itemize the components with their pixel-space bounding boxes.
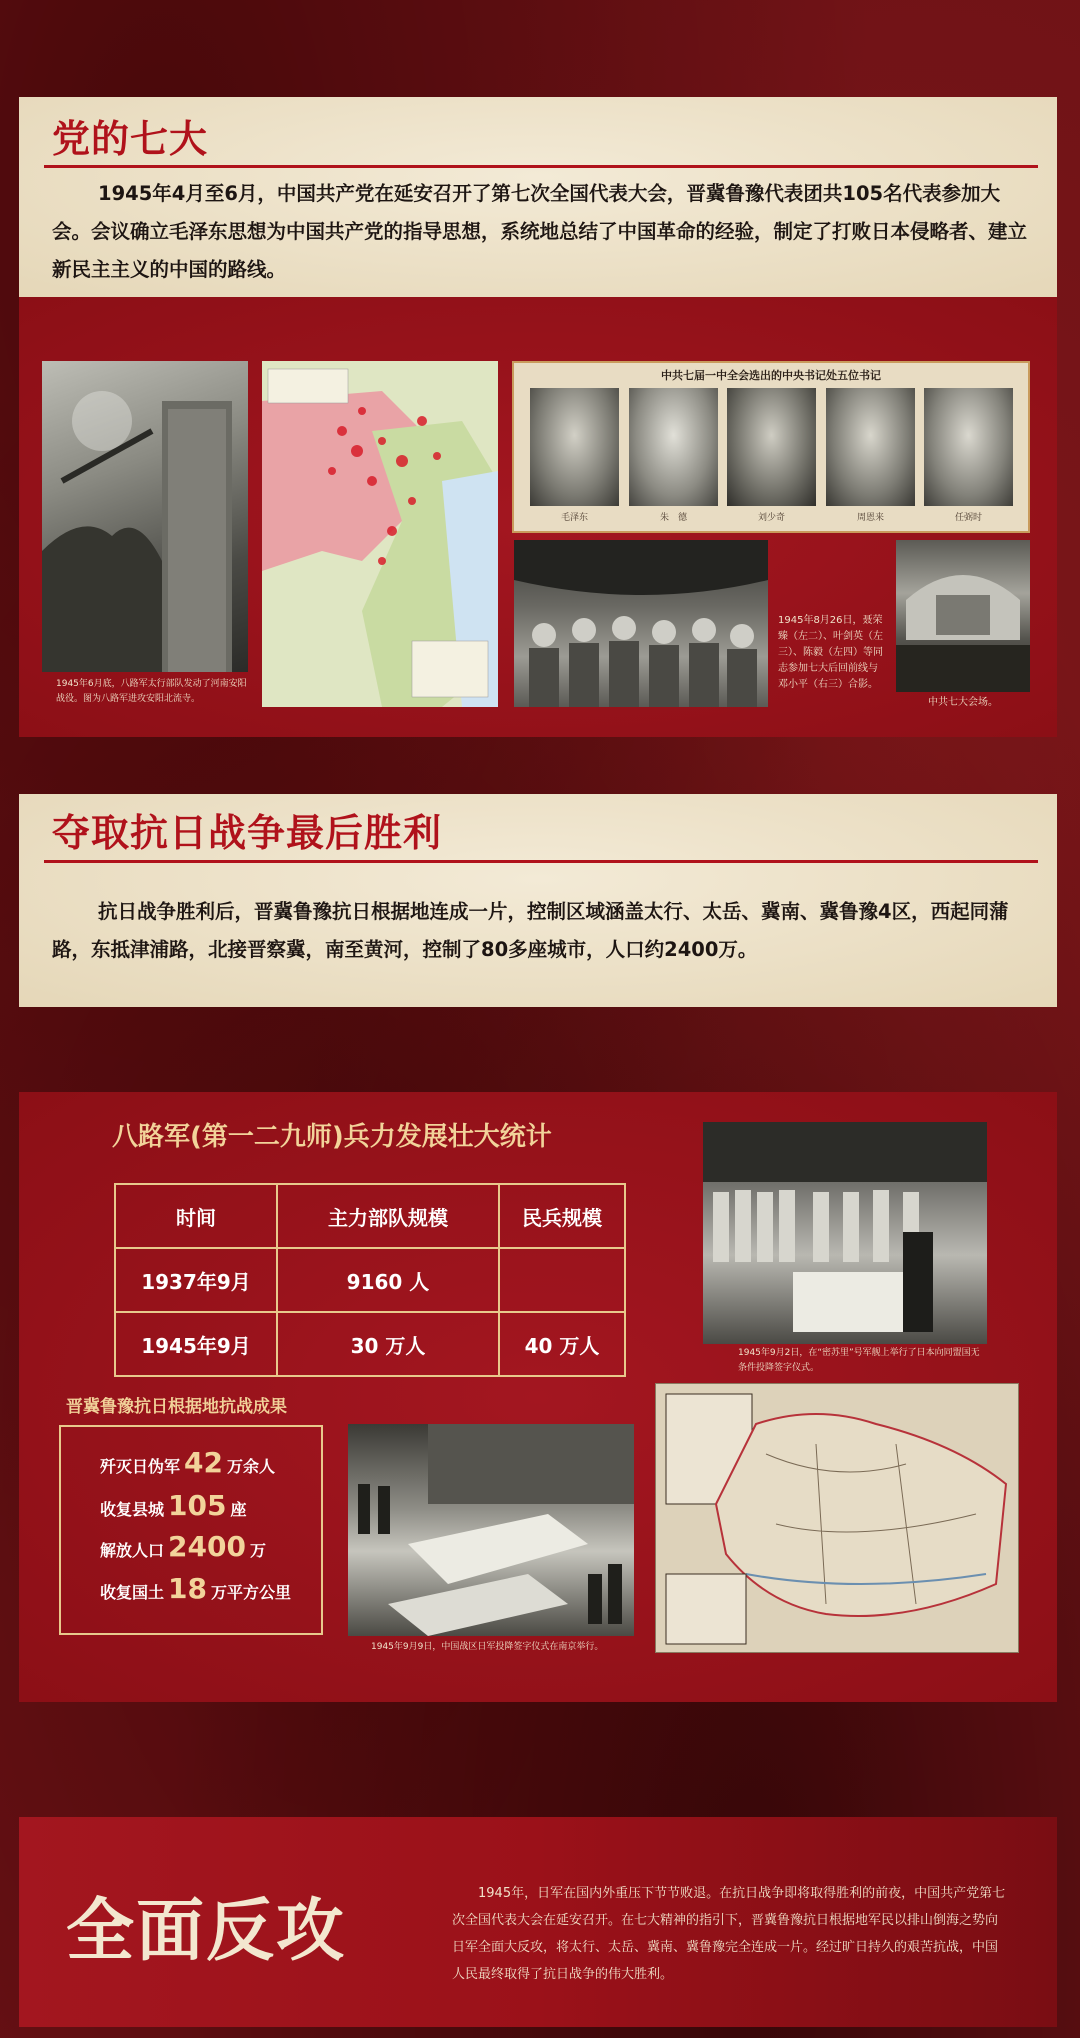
achievement-post: 万	[249, 1541, 266, 1560]
portrait-liu	[727, 388, 816, 506]
portrait-zhou	[826, 388, 915, 506]
achievement-num: 105	[168, 1489, 227, 1522]
section1-title: 党的七大	[52, 117, 209, 161]
nanjing-photo-art	[348, 1424, 634, 1636]
section4-title: 全面反攻	[66, 1891, 347, 1971]
congress-hall-art	[896, 540, 1030, 692]
achievement-num: 2400	[168, 1530, 246, 1563]
table-header-cell: 民兵规模	[499, 1184, 625, 1248]
achievement-item	[100, 1489, 246, 1522]
table-cell: 1945年9月	[115, 1312, 277, 1376]
portrait-name-4: 周恩来	[856, 513, 884, 523]
achievement-post: 万余人	[226, 1457, 275, 1476]
portrait-name-2: 朱 德	[659, 513, 687, 523]
portrait-ren	[924, 388, 1013, 506]
section2-title-rule	[44, 860, 1038, 863]
surrender-photo-caption: 1945年9月2日，在“密苏里”号军舰上举行了日本向同盟国无条件投降签字仪式。	[738, 1348, 980, 1373]
table-cell: 1937年9月	[115, 1248, 277, 1312]
table-cell	[499, 1248, 625, 1312]
table-header-cell: 主力部队规模	[277, 1184, 499, 1248]
portrait-name-1: 毛泽东	[560, 513, 588, 523]
surrender-photo-art	[703, 1122, 987, 1344]
achievement-num: 42	[184, 1446, 223, 1479]
battle-photo-art	[42, 361, 248, 672]
battle-photo-caption: 1945年6月底，八路军太行部队发动了河南安阳战役。图为八路军进攻安阳北流寺。	[56, 679, 247, 704]
table-header-cell: 时间	[115, 1184, 277, 1248]
achievement-pre: 收复县城	[100, 1500, 165, 1519]
section2-paragraph: 抗日战争胜利后，晋冀鲁豫抗日根据地连成一片，控制区域涵盖太行、太岳、冀南、冀鲁豫4区，西起同蒲路，东抵津浦路，北接晋察冀，南至黄河，控制了80多座城市，人口约2400万。	[52, 900, 1009, 961]
section1-title-rule	[44, 165, 1038, 168]
achievements-title: 晋冀鲁豫抗日根据地抗战成果	[66, 1397, 287, 1417]
portrait-name-5: 任弼时	[954, 513, 982, 523]
achievement-pre: 歼灭日伪军	[100, 1457, 181, 1476]
table-cell: 40 万人	[499, 1312, 625, 1376]
stats-table	[114, 1183, 626, 1377]
achievement-item	[100, 1530, 266, 1563]
achievement-item	[100, 1572, 291, 1605]
congress-hall-caption: 中共七大会场。	[928, 697, 998, 708]
portrait-zhu	[629, 388, 718, 506]
section2-title: 夺取抗日战争最后胜利	[52, 811, 443, 855]
achievement-pre: 解放人口	[100, 1541, 165, 1560]
battle-map-art	[262, 361, 498, 707]
section1-paragraph: 1945年4月至6月，中国共产党在延安召开了第七次全国代表大会，晋冀鲁豫代表团共105名代表参加大会。会议确立毛泽东思想为中国共产党的指导思想，系统地总结了中国革命的经验，制定了打败日本侵略者、建立新民主主义的中国的路线。	[52, 182, 1028, 281]
group-photo	[514, 540, 768, 707]
achievement-post: 座	[230, 1500, 247, 1519]
base-area-map	[655, 1383, 1019, 1653]
battle-photo	[42, 361, 248, 672]
table-row	[115, 1248, 625, 1312]
group-photo-caption: 1945年8月26日，聂荣臻（左二）、叶剑英（左三）、陈毅（左四）等同志参加七大后回前线与邓小平（右三）合影。	[778, 615, 883, 690]
nanjing-surrender-photo	[348, 1424, 634, 1636]
stats-table-title: 八路军(第一二九师)兵力发展壮大统计	[112, 1122, 552, 1152]
table-cell: 9160 人	[277, 1248, 499, 1312]
achievement-pre: 收复国土	[100, 1583, 165, 1602]
table-row	[115, 1312, 625, 1376]
portrait-panel-title: 中共七届一中全会选出的中央书记处五位书记	[661, 369, 881, 382]
achievement-num: 18	[168, 1572, 207, 1605]
section4-paragraph: 1945年，日军在国内外重压下节节败退。在抗日战争即将取得胜利的前夜，中国共产党第七次全国代表大会在延安召开。在七大精神的指引下，晋冀鲁豫抗日根据地军民以排山倒海之势向日军全面大反攻，将太行、太岳、冀南、冀鲁豫完全连成一片。经过旷日持久的艰苦抗战，中国人民最终取得了抗日战争的伟大胜利。	[452, 1886, 1006, 1982]
achievement-item	[100, 1446, 275, 1479]
achievement-post: 万平方公里	[210, 1583, 291, 1602]
portrait-mao	[530, 388, 619, 506]
portrait-name-3: 刘少奇	[757, 513, 785, 523]
group-photo-art	[514, 540, 768, 707]
base-area-map-art	[656, 1384, 1019, 1653]
battle-map	[262, 361, 498, 707]
table-header-row	[115, 1184, 625, 1248]
table-cell: 30 万人	[277, 1312, 499, 1376]
nanjing-photo-caption: 1945年9月9日，中国战区日军投降签字仪式在南京举行。	[371, 1642, 604, 1652]
congress-hall-photo	[896, 540, 1030, 692]
surrender-photo	[703, 1122, 987, 1344]
